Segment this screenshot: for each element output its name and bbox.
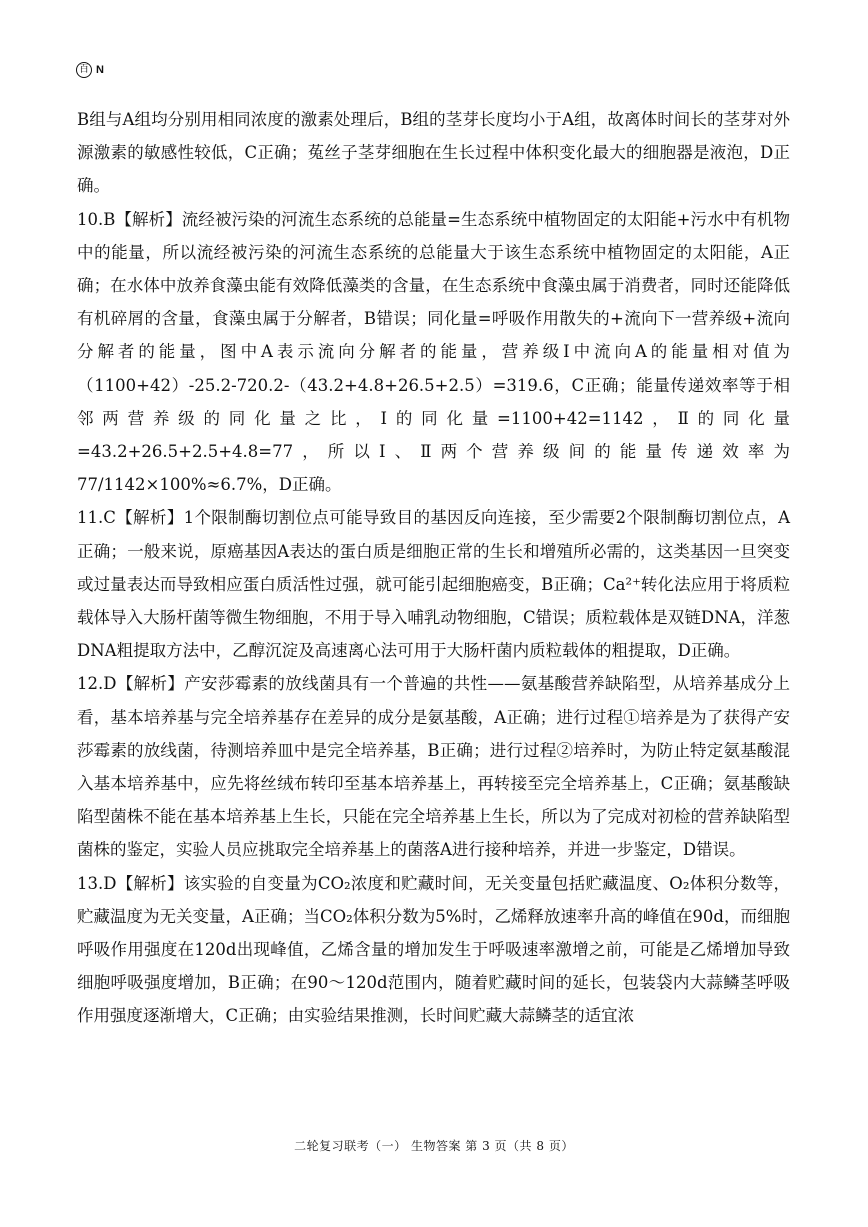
logo-letter: N bbox=[96, 64, 104, 76]
paragraph-answer-13: 13.D【解析】该实验的自变量为CO₂浓度和贮藏时间，无关变量包括贮藏温度、O₂体积分数等，贮藏温度为无关变量，A正确；当CO₂体积分数为5%时，乙烯释放速率升高的峰值在90d，而细胞呼吸作用强度在120d出现峰值，乙烯含量的增加发生于呼吸速率激增之前，可能是乙烯增加导致细胞呼吸强度增加，B正确；在90～120d范围内，随着贮藏时间的延长，包装袋内大蒜鳞茎呼吸作用强度逐渐增大，C正确；由实验结果推测，长时间贮藏大蒜鳞茎的适宜浓 bbox=[77, 873, 790, 1026]
paragraph-9-continued: B组与A组均分别用相同浓度的激素处理后，B组的茎芽长度均小于A组，故离体时间长的茎芽对外源激素的敏感性较低，C正确；菟丝子茎芽细胞在生长过程中体积变化最大的细胞器是液泡，D正确。 bbox=[77, 110, 790, 196]
logo-seal-icon bbox=[76, 62, 92, 78]
paragraph-answer-12: 12.D【解析】产安莎霉素的放线菌具有一个普遍的共性——氨基酸营养缺陷型，从培养基成分上看，基本培养基与完全培养基存在差异的成分是氨基酸，A正确；进行过程①培养是为了获得产安莎霉素的放线菌，待测培养皿中是完全培养基，B正确；进行过程②培养时，为防止特定氨基酸混入基本培养基中，应先将丝绒布转印至基本培养基上，再转接至完全培养基上，C正确；氨基酸缺陷型菌株不能在基本培养基上生长，只能在完全培养基上生长，所以为了完成对初检的营养缺陷型菌株的鉴定，实验人员应挑取完全培养基上的菌落A进行接种培养，并进一步鉴定，D错误。 bbox=[77, 674, 790, 860]
logo-glyph: 百 bbox=[79, 64, 89, 75]
paragraph-answer-10: 10.B【解析】流经被污染的河流生态系统的总能量=生态系统中植物固定的太阳能+污水中有机物中的能量，所以流经被污染的河流生态系统的总能量大于该生态系统中植物固定的太阳能，A正确；在水体中放养食藻虫能有效降低藻类的含量，在生态系统中食藻虫属于消费者，同时还能降低有机碎屑的含量，食藻虫属于分解者，B错误；同化量=呼吸作用散失的+流向下一营养级+流向分解者的能量，图中A表示流向分解者的能量，营养级Ⅰ中流向A的能量相对值为（1100+42）-25.2-720.2-（43.2+4.8+26.5+2.5）=319.6，C正确；能量传递效率等于相邻两营养级的同化量之比，Ⅰ的同化量=1100+42=1142，Ⅱ的同化量=43.2+26.5+2.5+4.8=77，所以Ⅰ、Ⅱ两个营养级间的能量传递效率为77/1142×100%≈6.7%，D正确。 bbox=[77, 209, 790, 495]
page-footer: 二轮复习联考（一） 生物答案 第 3 页（共 8 页） bbox=[294, 1139, 574, 1153]
header-logo bbox=[76, 62, 104, 78]
answer-content bbox=[77, 103, 790, 1033]
paragraph-answer-11: 11.C【解析】1个限制酶切割位点可能导致目的基因反向连接，至少需要2个限制酶切割位点，A正确；一般来说，原癌基因A表达的蛋白质是细胞正常的生长和增殖所必需的，这类基因一旦突变或过量表达而导致相应蛋白质活性过强，就可能引起细胞癌变，B正确；Ca²⁺转化法应用于将质粒载体导入大肠杆菌等微生物细胞，不用于导入哺乳动物细胞，C错误；质粒载体是双链DNA，洋葱DNA粗提取方法中，乙醇沉淀及高速离心法可用于大肠杆菌内质粒载体的粗提取，D正确。 bbox=[77, 508, 790, 661]
